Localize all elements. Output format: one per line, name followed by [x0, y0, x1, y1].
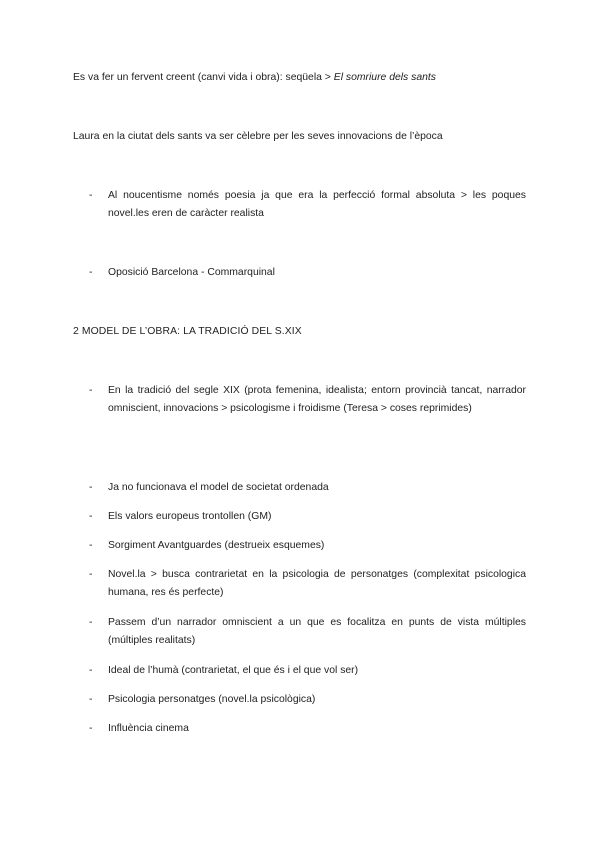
list-item-text: Psicologia personatges (novel.la psicològica) [108, 694, 316, 705]
paragraph-conversion-text: Es va fer un fervent creent (canvi vida i obra): seqüela > [73, 72, 334, 83]
list-item-text: Novel.la > busca contrarietat en la psicologia de personatges (complexitat psicologica humana, res és perfecte) [108, 569, 526, 598]
book-title-italic: El somriure dels sants [333, 72, 436, 83]
bullet-dash: - [89, 482, 93, 493]
bullet-dash: - [89, 569, 93, 580]
bullet-dash: - [89, 694, 93, 705]
bullet-dash: - [89, 665, 93, 676]
section-heading: 2 MODEL DE L’OBRA: LA TRADICIÓ DEL S.XIX [73, 326, 302, 337]
bullet-dash: - [89, 723, 93, 734]
paragraph-laura [73, 128, 443, 146]
list-item-text: Ja no funcionava el model de societat ordenada [108, 482, 329, 493]
paragraph-laura-text: Laura en la ciutat dels sants va ser cèlebre per les seves innovacions de l’època [73, 131, 443, 142]
list-item-text: Influència cinema [108, 723, 189, 734]
list-item-text: Ideal de l’humà (contrarietat, el que és i el que vol ser) [108, 665, 359, 676]
list-item-text: Sorgiment Avantguardes (destrueix esquemes) [108, 540, 325, 551]
bullet-dash: - [89, 540, 93, 551]
list-item-text: En la tradició del segle XIX (prota femenina, idealista; entorn provincià tancat, narrador omniscient, innovacions > psicologisme i froidisme (Teresa > coses reprimides) [108, 385, 526, 414]
bullet-dash: - [89, 190, 93, 201]
bullet-dash: - [89, 267, 93, 278]
list-item-text: Els valors europeus trontollen (GM) [108, 511, 272, 522]
list-item-text: Oposició Barcelona - Commarquinal [108, 267, 275, 278]
list-item-text: Al noucentisme només poesia ja que era la perfecció formal absoluta > les poques novel.les eren de caràcter realista [108, 190, 526, 219]
bullet-dash: - [89, 511, 93, 522]
bullet-dash: - [89, 617, 93, 628]
paragraph-conversion [73, 69, 436, 87]
bullet-dash: - [89, 385, 93, 396]
list-item-text: Passem d’un narrador omniscient a un que es focalitza en punts de vista múltiples (múltiples realitats) [108, 617, 526, 646]
